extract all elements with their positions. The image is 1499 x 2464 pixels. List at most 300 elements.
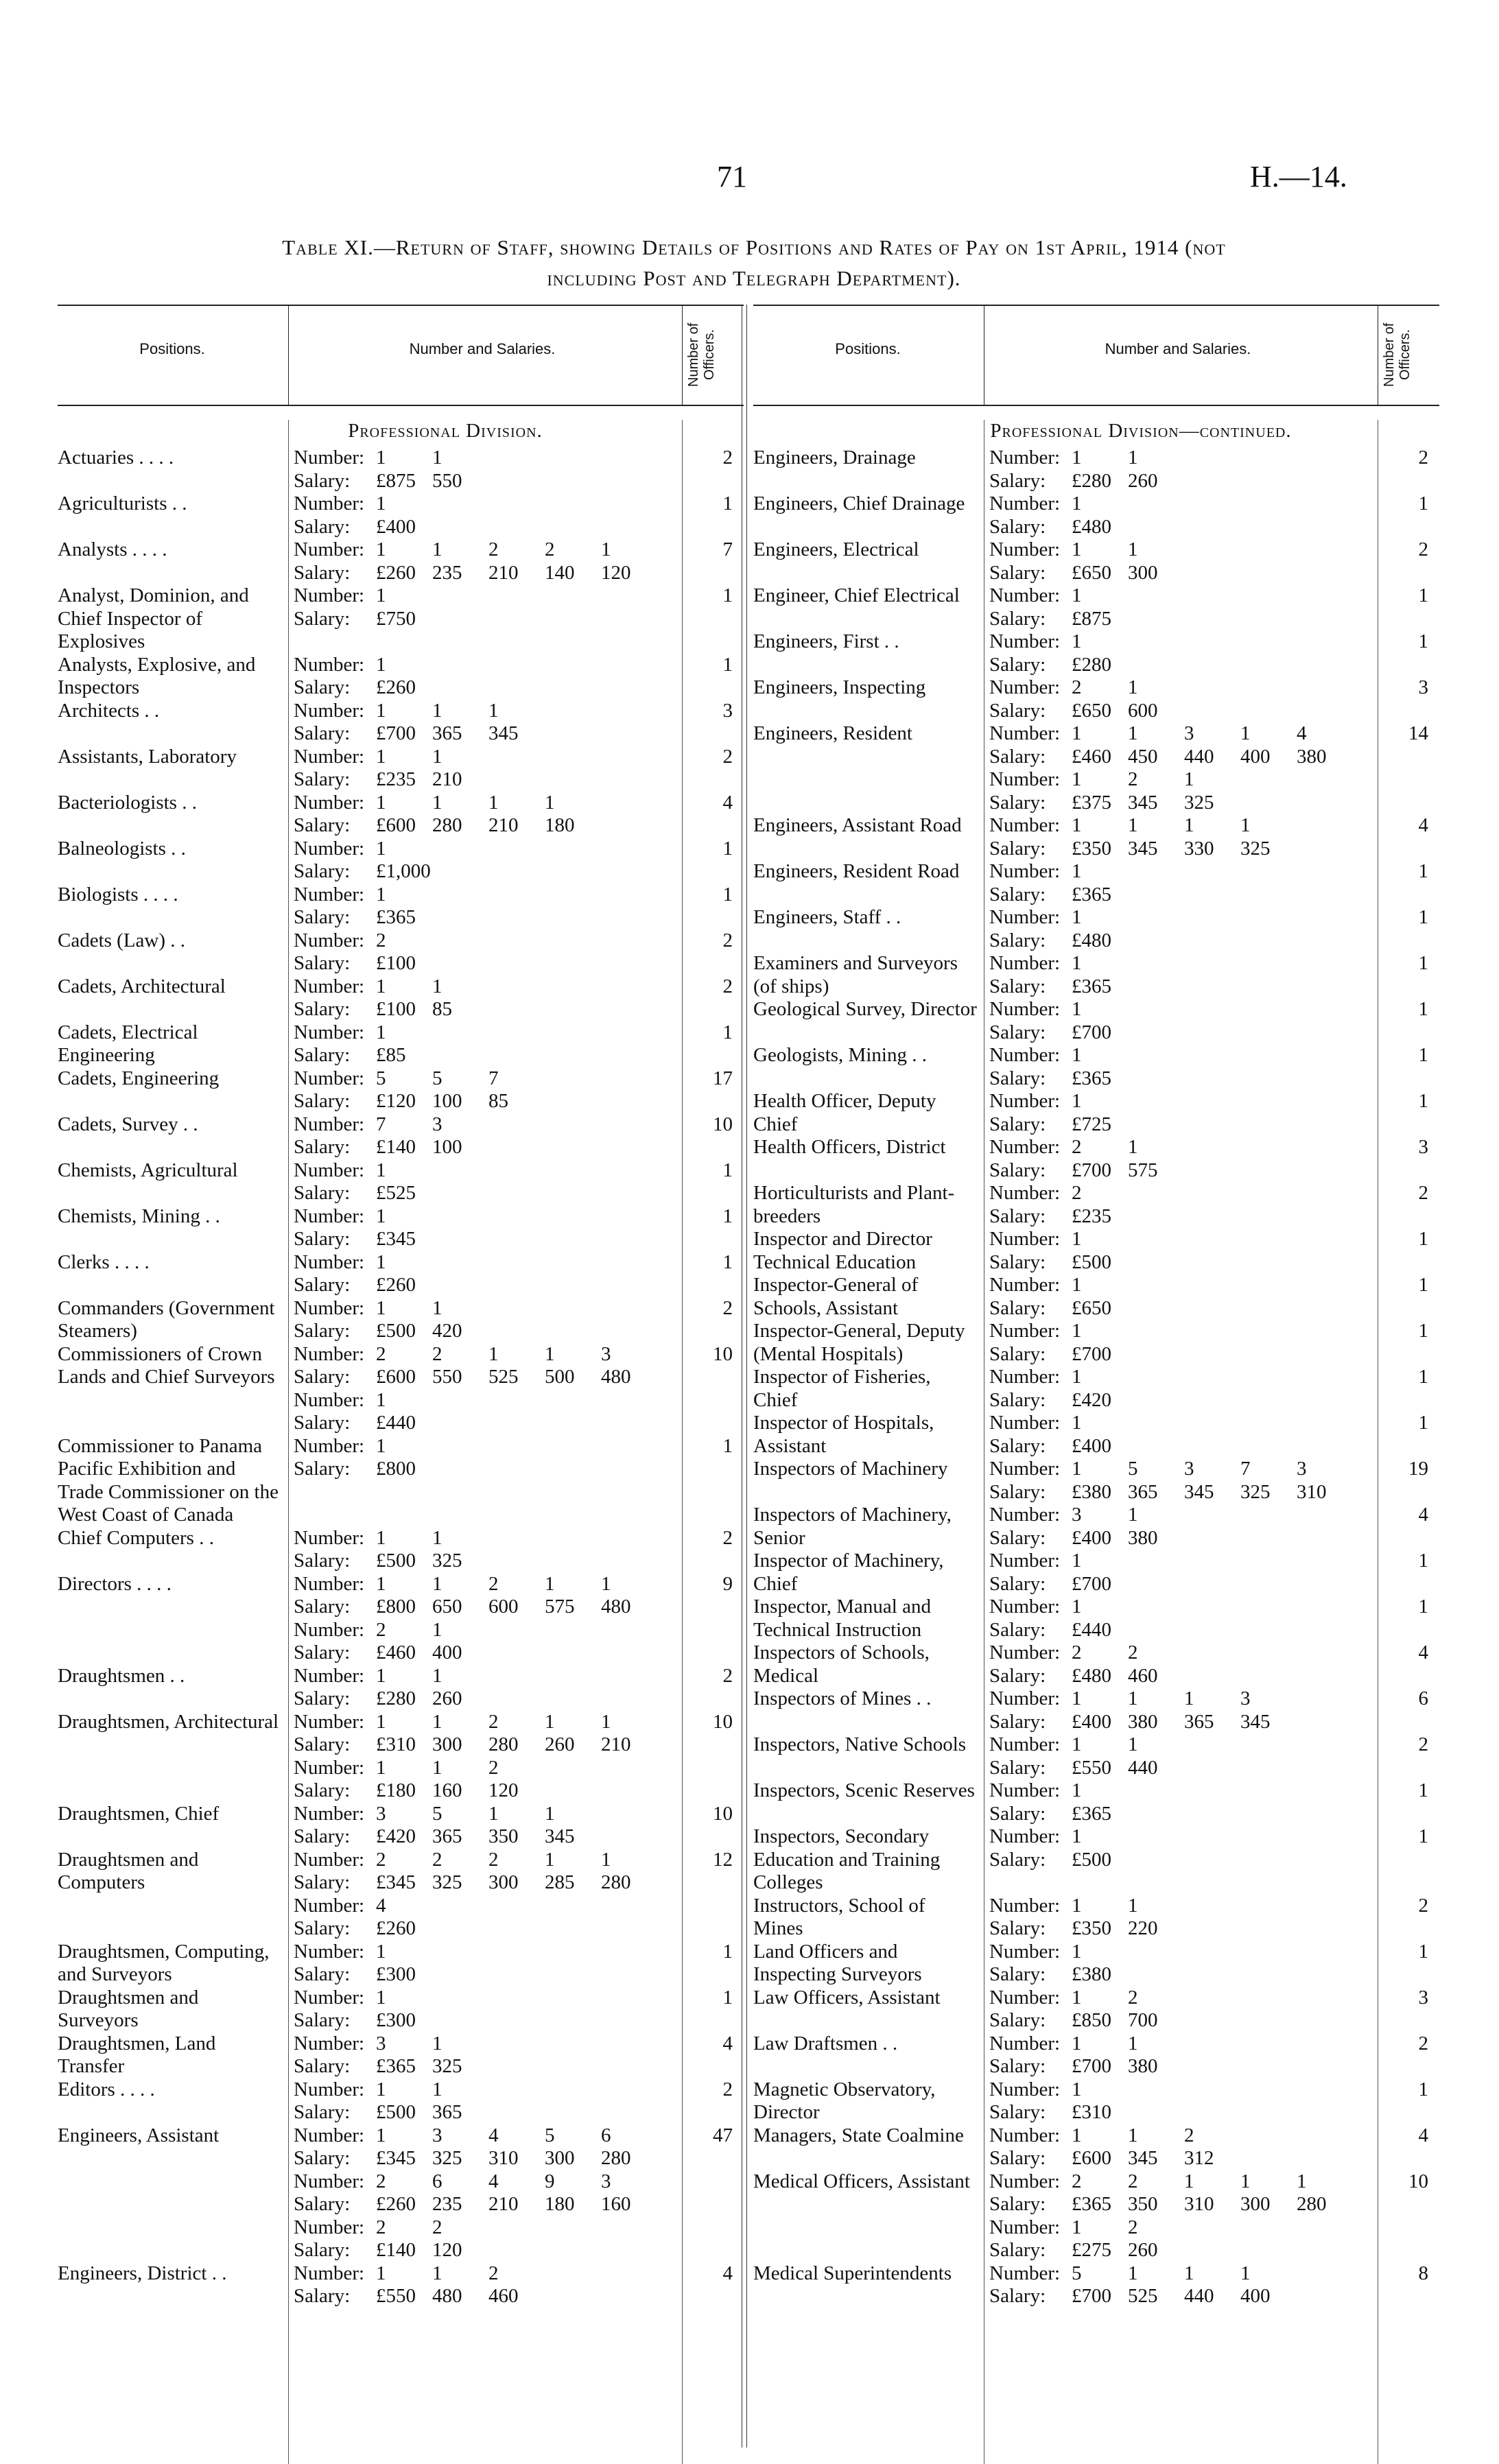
line-value	[1297, 768, 1353, 792]
line-value: £700	[1072, 2055, 1111, 2077]
line-value	[1240, 1090, 1297, 1113]
line-value	[1297, 998, 1353, 1021]
officer-count: 1	[1418, 1779, 1428, 1801]
line-value: 1	[1072, 1366, 1082, 1388]
line-value	[432, 1044, 488, 1067]
line-value: 575	[545, 1596, 575, 1618]
line-label: Salary:	[294, 515, 351, 538]
position-title: Agriculturists . .	[58, 493, 187, 514]
line-value	[488, 1550, 545, 1573]
line-label: Number:	[989, 1940, 1061, 1963]
line-label: Salary:	[989, 1480, 1046, 1503]
line-value: 1	[1128, 814, 1138, 836]
line-value: 380	[1297, 745, 1327, 768]
line-value	[488, 1320, 545, 1343]
line-value: £650	[1072, 699, 1111, 722]
number-line	[294, 584, 692, 608]
salary-line	[294, 1090, 692, 1113]
left-column	[58, 305, 744, 2464]
line-value	[488, 1136, 545, 1159]
officer-count: 1	[722, 1021, 733, 1043]
line-label: Number:	[989, 1642, 1061, 1663]
line-value: 1	[376, 1205, 386, 1227]
table-row	[58, 1159, 744, 1205]
line-value: £345	[376, 1871, 416, 1893]
line-value: 3	[1184, 722, 1194, 744]
salary-line	[294, 2193, 692, 2216]
line-value	[601, 1228, 657, 1251]
line-value: 180	[545, 814, 575, 836]
line-value	[1128, 1779, 1184, 1803]
section-heading: Professional Division.	[348, 420, 543, 442]
line-value: £700	[1072, 2285, 1111, 2307]
line-value: 1	[376, 1251, 386, 1273]
line-value: 1	[1072, 2216, 1082, 2238]
line-label: Salary:	[294, 2285, 351, 2307]
line-value	[1240, 2216, 1297, 2240]
table-row	[753, 1895, 1439, 1941]
line-value: 325	[432, 2147, 462, 2169]
position-title: Horticulturists and Plant-breeders	[753, 1182, 955, 1227]
line-value	[488, 768, 545, 792]
number-salaries	[982, 1044, 1387, 1090]
line-value	[432, 1917, 488, 1941]
line-value	[1128, 1044, 1184, 1067]
line-label: Salary:	[294, 1182, 351, 1204]
line-label: Salary:	[294, 1366, 351, 1388]
number-line	[294, 2216, 692, 2240]
line-value: 3	[432, 1113, 442, 1135]
table-row	[753, 1733, 1439, 1779]
line-value	[1128, 1849, 1184, 1872]
line-value	[1240, 1619, 1297, 1642]
line-value: 365	[432, 1825, 462, 1847]
line-value	[545, 2009, 601, 2033]
line-value	[545, 516, 601, 539]
line-label: Salary:	[294, 1274, 351, 1296]
left-table-body	[58, 420, 744, 2464]
salary-line	[989, 1803, 1387, 1826]
line-value	[1240, 792, 1297, 815]
line-value: 210	[488, 561, 519, 584]
officer-count: 4	[722, 2262, 733, 2284]
line-value: 1	[376, 1434, 386, 1457]
line-value	[545, 722, 601, 746]
line-label: Salary:	[989, 653, 1046, 676]
line-value: £140	[376, 2239, 416, 2261]
line-value	[545, 1205, 601, 1229]
number-salaries	[982, 1182, 1387, 1228]
line-value: 1	[1072, 860, 1082, 882]
table-row	[753, 1825, 1439, 1895]
line-label: Number:	[294, 1848, 365, 1871]
table-row	[58, 746, 744, 792]
line-value	[1184, 1044, 1240, 1067]
line-value: £700	[1072, 1342, 1111, 1365]
line-value: 1	[1184, 1687, 1194, 1709]
line-value	[488, 952, 545, 975]
number-line	[989, 538, 1387, 562]
line-value	[1184, 1021, 1240, 1045]
line-value	[601, 1803, 657, 1826]
line-label: Salary:	[294, 1412, 351, 1434]
line-value	[1297, 1665, 1353, 1688]
line-label: Salary:	[294, 2239, 351, 2261]
table-row	[753, 1504, 1439, 1550]
line-value	[1184, 1274, 1240, 1297]
line-value	[1240, 1987, 1297, 2010]
salary-line	[294, 1871, 692, 1895]
line-label: Number:	[294, 2216, 365, 2238]
table-row	[58, 493, 744, 538]
line-value: £725	[1072, 1113, 1111, 1135]
line-value: 280	[1297, 2193, 1327, 2215]
line-value: 1	[488, 1802, 499, 1825]
line-label: Salary:	[989, 2285, 1046, 2307]
line-value	[1240, 2009, 1297, 2033]
number-salaries	[287, 746, 692, 792]
line-value	[545, 1687, 601, 1711]
officer-count: 1	[722, 883, 733, 905]
line-value: 2	[488, 1572, 499, 1595]
line-value	[601, 1619, 657, 1642]
number-line	[989, 2262, 1387, 2286]
line-label: Number:	[294, 1296, 365, 1319]
salary-line	[989, 654, 1387, 677]
line-value	[488, 1021, 545, 1045]
line-value: £100	[376, 998, 416, 1020]
line-value: 1	[1072, 584, 1082, 606]
position-title: Inspector of Machinery, Chief	[753, 1550, 944, 1595]
table-row	[58, 1941, 744, 1987]
table-row	[753, 493, 1439, 538]
line-value	[1184, 700, 1240, 723]
salary-line	[294, 1825, 692, 1849]
line-label: Number:	[294, 1388, 365, 1411]
officer-count: 4	[1418, 2124, 1428, 2146]
line-value: 3	[376, 2032, 386, 2054]
line-label: Number:	[989, 447, 1061, 469]
line-value: £260	[376, 1274, 416, 1296]
line-label: Number:	[294, 1251, 365, 1273]
line-value	[488, 1044, 545, 1067]
line-value	[1184, 975, 1240, 999]
salary-line	[989, 1963, 1387, 1987]
line-value	[1184, 1825, 1240, 1849]
line-label: Salary:	[989, 1848, 1046, 1871]
number-salaries	[287, 1435, 692, 1527]
number-salaries	[287, 2033, 692, 2078]
line-value	[488, 516, 545, 539]
line-value	[1128, 1963, 1184, 1987]
line-value: 4	[1297, 722, 1307, 744]
position-title: Inspectors of Schools, Medical	[753, 1642, 930, 1687]
line-value: 2	[1128, 2170, 1138, 2192]
line-value: 325	[1240, 837, 1271, 860]
table-row	[753, 860, 1439, 906]
line-value	[1297, 562, 1353, 585]
line-value	[1184, 1113, 1240, 1137]
number-line	[989, 2216, 1387, 2240]
line-value	[1240, 1274, 1297, 1297]
line-value: 1	[376, 791, 386, 814]
line-value	[545, 1067, 601, 1091]
line-value	[1297, 1825, 1353, 1849]
line-value	[1240, 906, 1297, 929]
line-label: Number:	[989, 1274, 1061, 1296]
line-value: £400	[1072, 1526, 1111, 1549]
table-row	[58, 654, 744, 700]
line-value	[601, 906, 657, 929]
line-value	[1297, 1113, 1353, 1137]
line-value	[1297, 630, 1353, 654]
line-value	[488, 906, 545, 929]
number-salaries	[287, 838, 692, 884]
line-value	[601, 2216, 657, 2240]
line-value	[1184, 1366, 1240, 1389]
line-value	[432, 584, 488, 608]
line-value: 2	[1184, 2124, 1194, 2146]
line-value	[488, 975, 545, 999]
line-value	[1240, 929, 1297, 953]
line-value	[1297, 838, 1353, 861]
number-line	[989, 630, 1387, 654]
line-value	[1240, 676, 1297, 700]
table-row	[753, 1596, 1439, 1642]
line-value: 6	[601, 2124, 611, 2146]
line-value: £875	[1072, 607, 1111, 630]
number-salaries	[287, 1343, 692, 1435]
line-value	[1297, 1757, 1353, 1780]
line-value: £500	[376, 2101, 416, 2123]
line-value: 9	[545, 2170, 555, 2192]
number-salaries	[982, 814, 1387, 860]
line-label: Number:	[294, 584, 365, 606]
line-value	[1128, 1619, 1184, 1642]
line-value: 3	[601, 1342, 611, 1365]
number-salaries	[982, 1274, 1387, 1320]
salary-line	[989, 2055, 1387, 2078]
position-title: Engineers, Chief Drainage	[753, 493, 965, 514]
line-value: £500	[1072, 1848, 1111, 1871]
number-line	[989, 1642, 1387, 1665]
number-line	[989, 1182, 1387, 1205]
salary-line	[294, 1412, 692, 1435]
position-title: Analysts, Explosive, and Inspectors	[58, 653, 256, 698]
line-value	[1297, 1895, 1353, 1918]
line-value	[1240, 1849, 1297, 1872]
number-line	[989, 1895, 1387, 1918]
line-value	[1240, 700, 1297, 723]
line-value: 345	[1184, 1480, 1214, 1503]
line-value	[488, 998, 545, 1021]
line-value: 1	[432, 2262, 442, 2284]
line-label: Number:	[989, 1044, 1061, 1066]
line-value	[1184, 676, 1240, 700]
number-line	[294, 1849, 692, 1872]
line-label: Salary:	[989, 2193, 1046, 2215]
line-value: £310	[376, 1733, 416, 1755]
line-value	[1297, 1733, 1353, 1757]
number-line	[989, 906, 1387, 929]
officer-count: 14	[1408, 722, 1428, 744]
number-line	[294, 838, 692, 861]
line-value: £600	[1072, 2147, 1111, 2169]
line-value: £260	[376, 2193, 416, 2215]
salary-line	[294, 2147, 692, 2170]
number-line	[989, 1044, 1387, 1067]
line-value	[601, 1274, 657, 1297]
line-value: 2	[488, 1710, 499, 1733]
line-value: 1	[1072, 1090, 1082, 1112]
line-value: 312	[1184, 2147, 1214, 2169]
line-value: £500	[376, 1550, 416, 1572]
line-value	[1128, 906, 1184, 929]
salary-line	[294, 998, 692, 1021]
number-line	[989, 493, 1387, 516]
salary-line	[989, 1343, 1387, 1366]
line-value: £800	[376, 1458, 416, 1480]
line-value: £345	[376, 1228, 416, 1250]
position-title: Engineers, Inspecting	[753, 676, 926, 698]
line-value	[1128, 952, 1184, 975]
line-value	[1297, 1779, 1353, 1803]
officer-count: 1	[722, 1205, 733, 1227]
line-label: Number:	[294, 447, 365, 469]
line-value	[1240, 493, 1297, 516]
line-value	[545, 1458, 601, 1481]
line-value	[1184, 516, 1240, 539]
position-title: Managers, State Coalmine	[753, 2124, 964, 2146]
line-value	[545, 952, 601, 975]
line-value: 525	[488, 1366, 519, 1388]
line-value: 2	[488, 1848, 499, 1871]
line-value	[601, 676, 657, 700]
line-label: Number:	[989, 630, 1061, 652]
officer-count: 10	[713, 1113, 733, 1135]
line-value: 1	[1297, 2170, 1307, 2192]
line-value: 1	[376, 1986, 386, 2009]
line-value	[601, 1665, 657, 1688]
line-value	[545, 998, 601, 1021]
line-value	[1297, 1412, 1353, 1435]
line-value	[545, 2101, 601, 2124]
line-label: Salary:	[294, 1090, 351, 1112]
table-row	[753, 906, 1439, 952]
line-value: £235	[1072, 1205, 1111, 1227]
officer-count: 47	[713, 2124, 733, 2146]
line-value	[432, 838, 488, 861]
line-value	[601, 1435, 657, 1458]
line-value: 1	[545, 1342, 555, 1365]
salary-line	[294, 1228, 692, 1251]
position-title: Draughtsmen and Computers	[58, 1848, 199, 1893]
number-salaries	[287, 929, 692, 975]
line-value: 2	[432, 2216, 442, 2238]
table-row	[753, 447, 1439, 493]
line-label: Number:	[989, 584, 1061, 606]
table-title	[58, 232, 1450, 294]
line-value: 1	[1072, 1228, 1082, 1250]
line-value: 1	[1072, 1940, 1082, 1963]
line-label: Number:	[989, 860, 1061, 882]
line-value: 2	[376, 2170, 386, 2192]
line-value	[488, 2078, 545, 2102]
line-value	[1240, 608, 1297, 631]
line-value	[1184, 2033, 1240, 2056]
officer-count: 2	[1418, 2032, 1428, 2054]
number-salaries	[982, 584, 1387, 630]
line-value	[1240, 2147, 1297, 2170]
line-value	[545, 1550, 601, 1573]
line-value: £440	[376, 1412, 416, 1434]
line-label: Number:	[989, 1986, 1061, 2009]
line-value	[1184, 1527, 1240, 1550]
line-value	[601, 1297, 657, 1320]
line-value	[545, 2033, 601, 2056]
line-value	[1297, 1159, 1353, 1183]
line-label: Number:	[989, 2124, 1061, 2146]
position-title: Examiners and Surveyors (of ships)	[753, 952, 958, 997]
line-value	[1184, 654, 1240, 677]
line-value	[1297, 1596, 1353, 1619]
line-value: 1	[1072, 1894, 1082, 1917]
line-label: Salary:	[989, 1342, 1046, 1365]
line-value	[545, 884, 601, 907]
line-value	[488, 1228, 545, 1251]
position-title: Chief Computers . .	[58, 1526, 214, 1549]
number-line	[294, 447, 692, 470]
line-value	[432, 929, 488, 953]
line-value: 2	[1072, 2170, 1082, 2192]
line-label: Salary:	[989, 883, 1046, 905]
table-row	[753, 676, 1439, 722]
line-value	[1128, 1182, 1184, 1205]
line-value	[601, 2055, 657, 2078]
table-row	[58, 1021, 744, 1067]
line-value	[545, 1182, 601, 1205]
number-salaries	[982, 1642, 1387, 1687]
number-line	[989, 1412, 1387, 1435]
position-title: Bacteriologists . .	[58, 791, 197, 814]
officers-header: Number of Officers.	[686, 322, 717, 387]
number-line	[989, 1274, 1387, 1297]
table-row	[753, 1941, 1439, 1987]
line-value: 100	[432, 1136, 462, 1158]
line-value	[601, 1963, 657, 1987]
line-value	[488, 654, 545, 677]
line-value	[432, 906, 488, 929]
line-label: Salary:	[989, 791, 1046, 814]
line-label: Number:	[294, 745, 365, 768]
officer-count: 2	[722, 2078, 733, 2100]
line-value	[601, 493, 657, 516]
table-row	[58, 1435, 744, 1527]
line-value: 5	[376, 1067, 386, 1089]
number-line	[989, 2033, 1387, 2056]
line-value	[1128, 1412, 1184, 1435]
line-value: 380	[1128, 2055, 1158, 2077]
line-value	[1184, 1067, 1240, 1091]
position-title: Geological Survey, Director	[753, 998, 977, 1020]
position-title: Engineers, Assistant Road	[753, 814, 962, 836]
table-row	[753, 1412, 1439, 1458]
salary-line	[989, 1067, 1387, 1091]
line-value	[432, 608, 488, 631]
line-label: Salary:	[989, 1205, 1046, 1227]
salary-line	[294, 2101, 692, 2124]
line-label: Number:	[294, 699, 365, 722]
